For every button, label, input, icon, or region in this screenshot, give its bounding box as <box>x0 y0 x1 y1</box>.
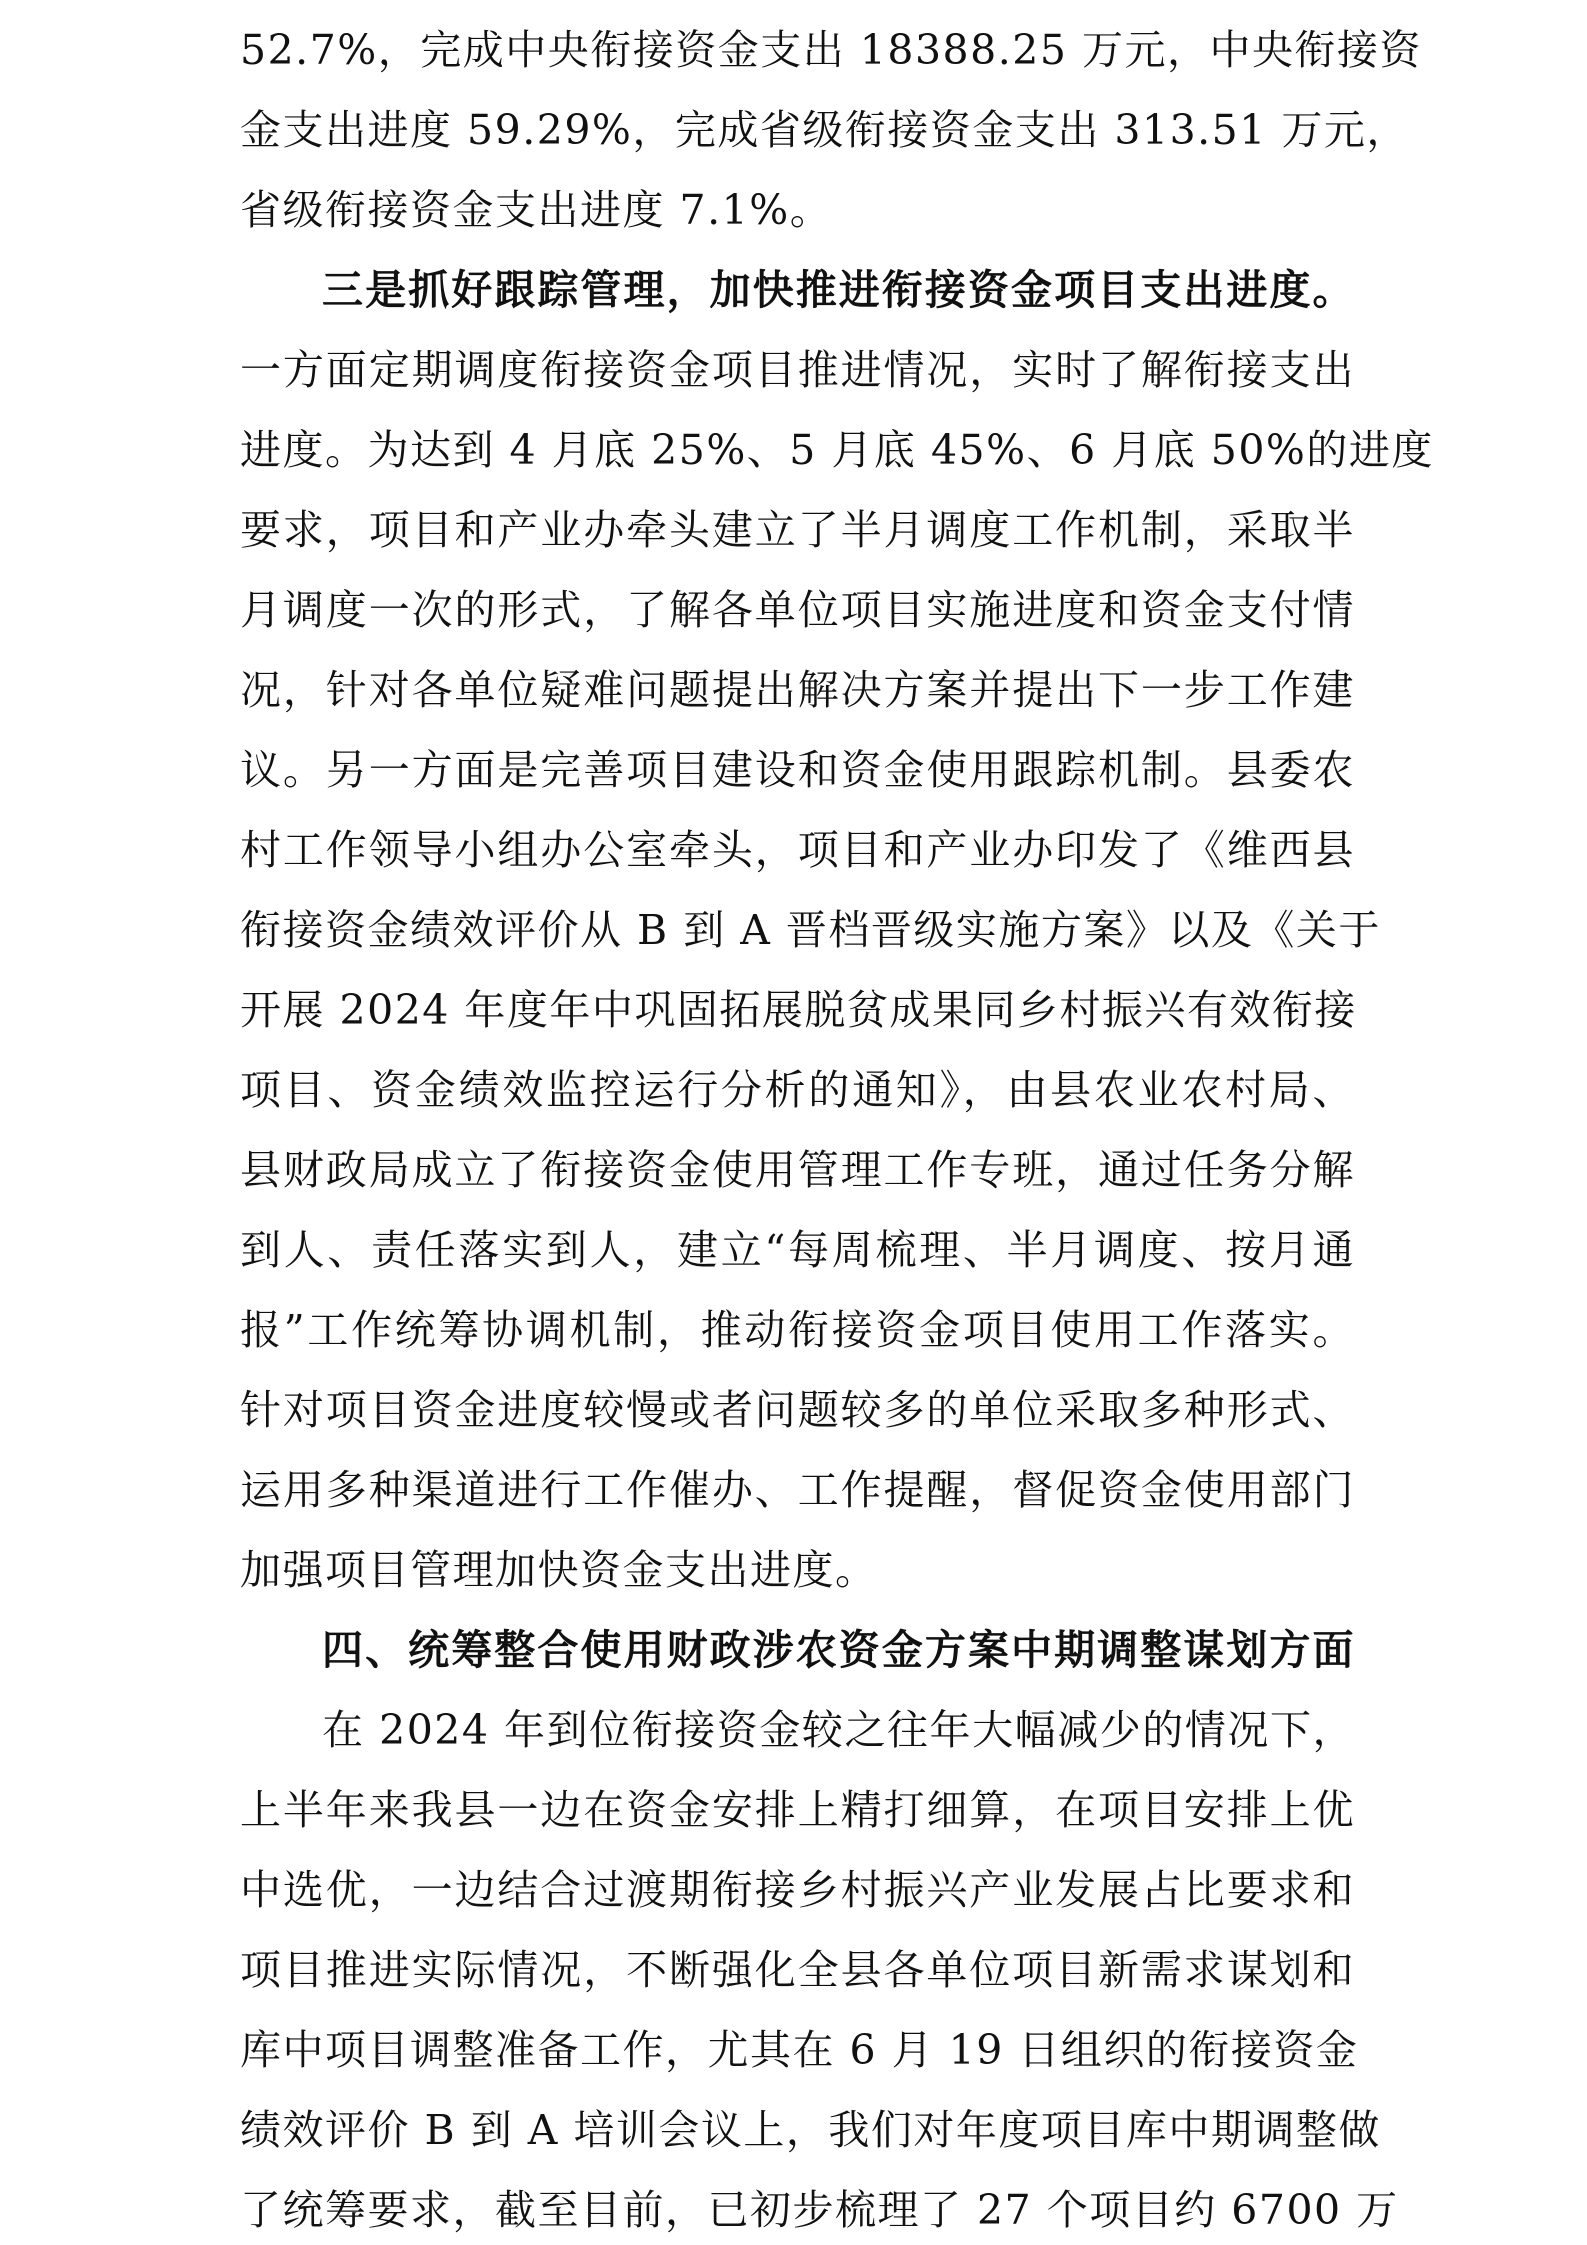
text-line-25: 项目推进实际情况，不断强化全县各单位项目新需求谋划和 <box>240 1946 1355 1994</box>
text-line-22: 在 2024 年到位衔接资金较之往年大幅减少的情况下， <box>322 1706 1355 1754</box>
text-line-17: 报”工作统筹协调机制，推动衔接资金项目使用工作落实。 <box>240 1306 1355 1354</box>
text-line-26: 库中项目调整准备工作，尤其在 6 月 19 日组织的衔接资金 <box>240 2026 1359 2074</box>
section-heading-3: 三是抓好跟踪管理，加快推进衔接资金项目支出进度。 <box>322 266 1355 314</box>
text-line-3: 省级衔接资金支出进度 7.1%。 <box>240 186 833 234</box>
text-line-13: 开展 2024 年度年中巩固拓展脱贫成果同乡村振兴有效衔接 <box>240 986 1357 1034</box>
text-line-19: 运用多种渠道进行工作催办、工作提醒，督促资金使用部门 <box>240 1466 1355 1514</box>
text-line-18: 针对项目资金进度较慢或者问题较多的单位采取多种形式、 <box>240 1386 1355 1434</box>
text-line-7: 要求，项目和产业办牵头建立了半月调度工作机制，采取半 <box>240 506 1355 554</box>
text-line-24: 中选优，一边结合过渡期衔接乡村振兴产业发展占比要求和 <box>240 1866 1355 1914</box>
text-line-10: 议。另一方面是完善项目建设和资金使用跟踪机制。县委农 <box>240 746 1355 794</box>
text-line-20: 加强项目管理加快资金支出进度。 <box>240 1546 878 1594</box>
text-line-28: 了统筹要求，截至目前，已初步梳理了 27 个项目约 6700 万 <box>240 2186 1399 2234</box>
text-line-12: 衔接资金绩效评价从 B 到 A 晋档晋级实施方案》以及《关于 <box>240 906 1381 954</box>
text-line-16: 到人、责任落实到人，建立“每周梳理、半月调度、按月通 <box>240 1226 1355 1274</box>
text-line-14: 项目、资金绩效监控运行分析的通知》，由县农业农村局、 <box>240 1066 1355 1114</box>
text-line-23: 上半年来我县一边在资金安排上精打细算，在项目安排上优 <box>240 1786 1355 1834</box>
text-line-8: 月调度一次的形式，了解各单位项目实施进度和资金支付情 <box>240 586 1355 634</box>
text-line-5: 一方面定期调度衔接资金项目推进情况，实时了解衔接支出 <box>240 346 1355 394</box>
text-line-27: 绩效评价 B 到 A 培训会议上，我们对年度项目库中期调整做 <box>240 2106 1381 2154</box>
text-line-1: 52.7%，完成中央衔接资金支出 18388.25 万元，中央衔接资 <box>240 26 1422 74</box>
text-line-2: 金支出进度 59.29%，完成省级衔接资金支出 313.51 万元， <box>240 106 1409 154</box>
text-line-15: 县财政局成立了衔接资金使用管理工作专班，通过任务分解 <box>240 1146 1355 1194</box>
text-line-11: 村工作领导小组办公室牵头，项目和产业办印发了《维西县 <box>240 826 1355 874</box>
text-line-9: 况，针对各单位疑难问题提出解决方案并提出下一步工作建 <box>240 666 1355 714</box>
section-heading-4: 四、统筹整合使用财政涉农资金方案中期调整谋划方面 <box>322 1626 1355 1674</box>
text-line-6: 进度。为达到 4 月底 25%、5 月底 45%、6 月底 50%的进度 <box>240 426 1434 474</box>
